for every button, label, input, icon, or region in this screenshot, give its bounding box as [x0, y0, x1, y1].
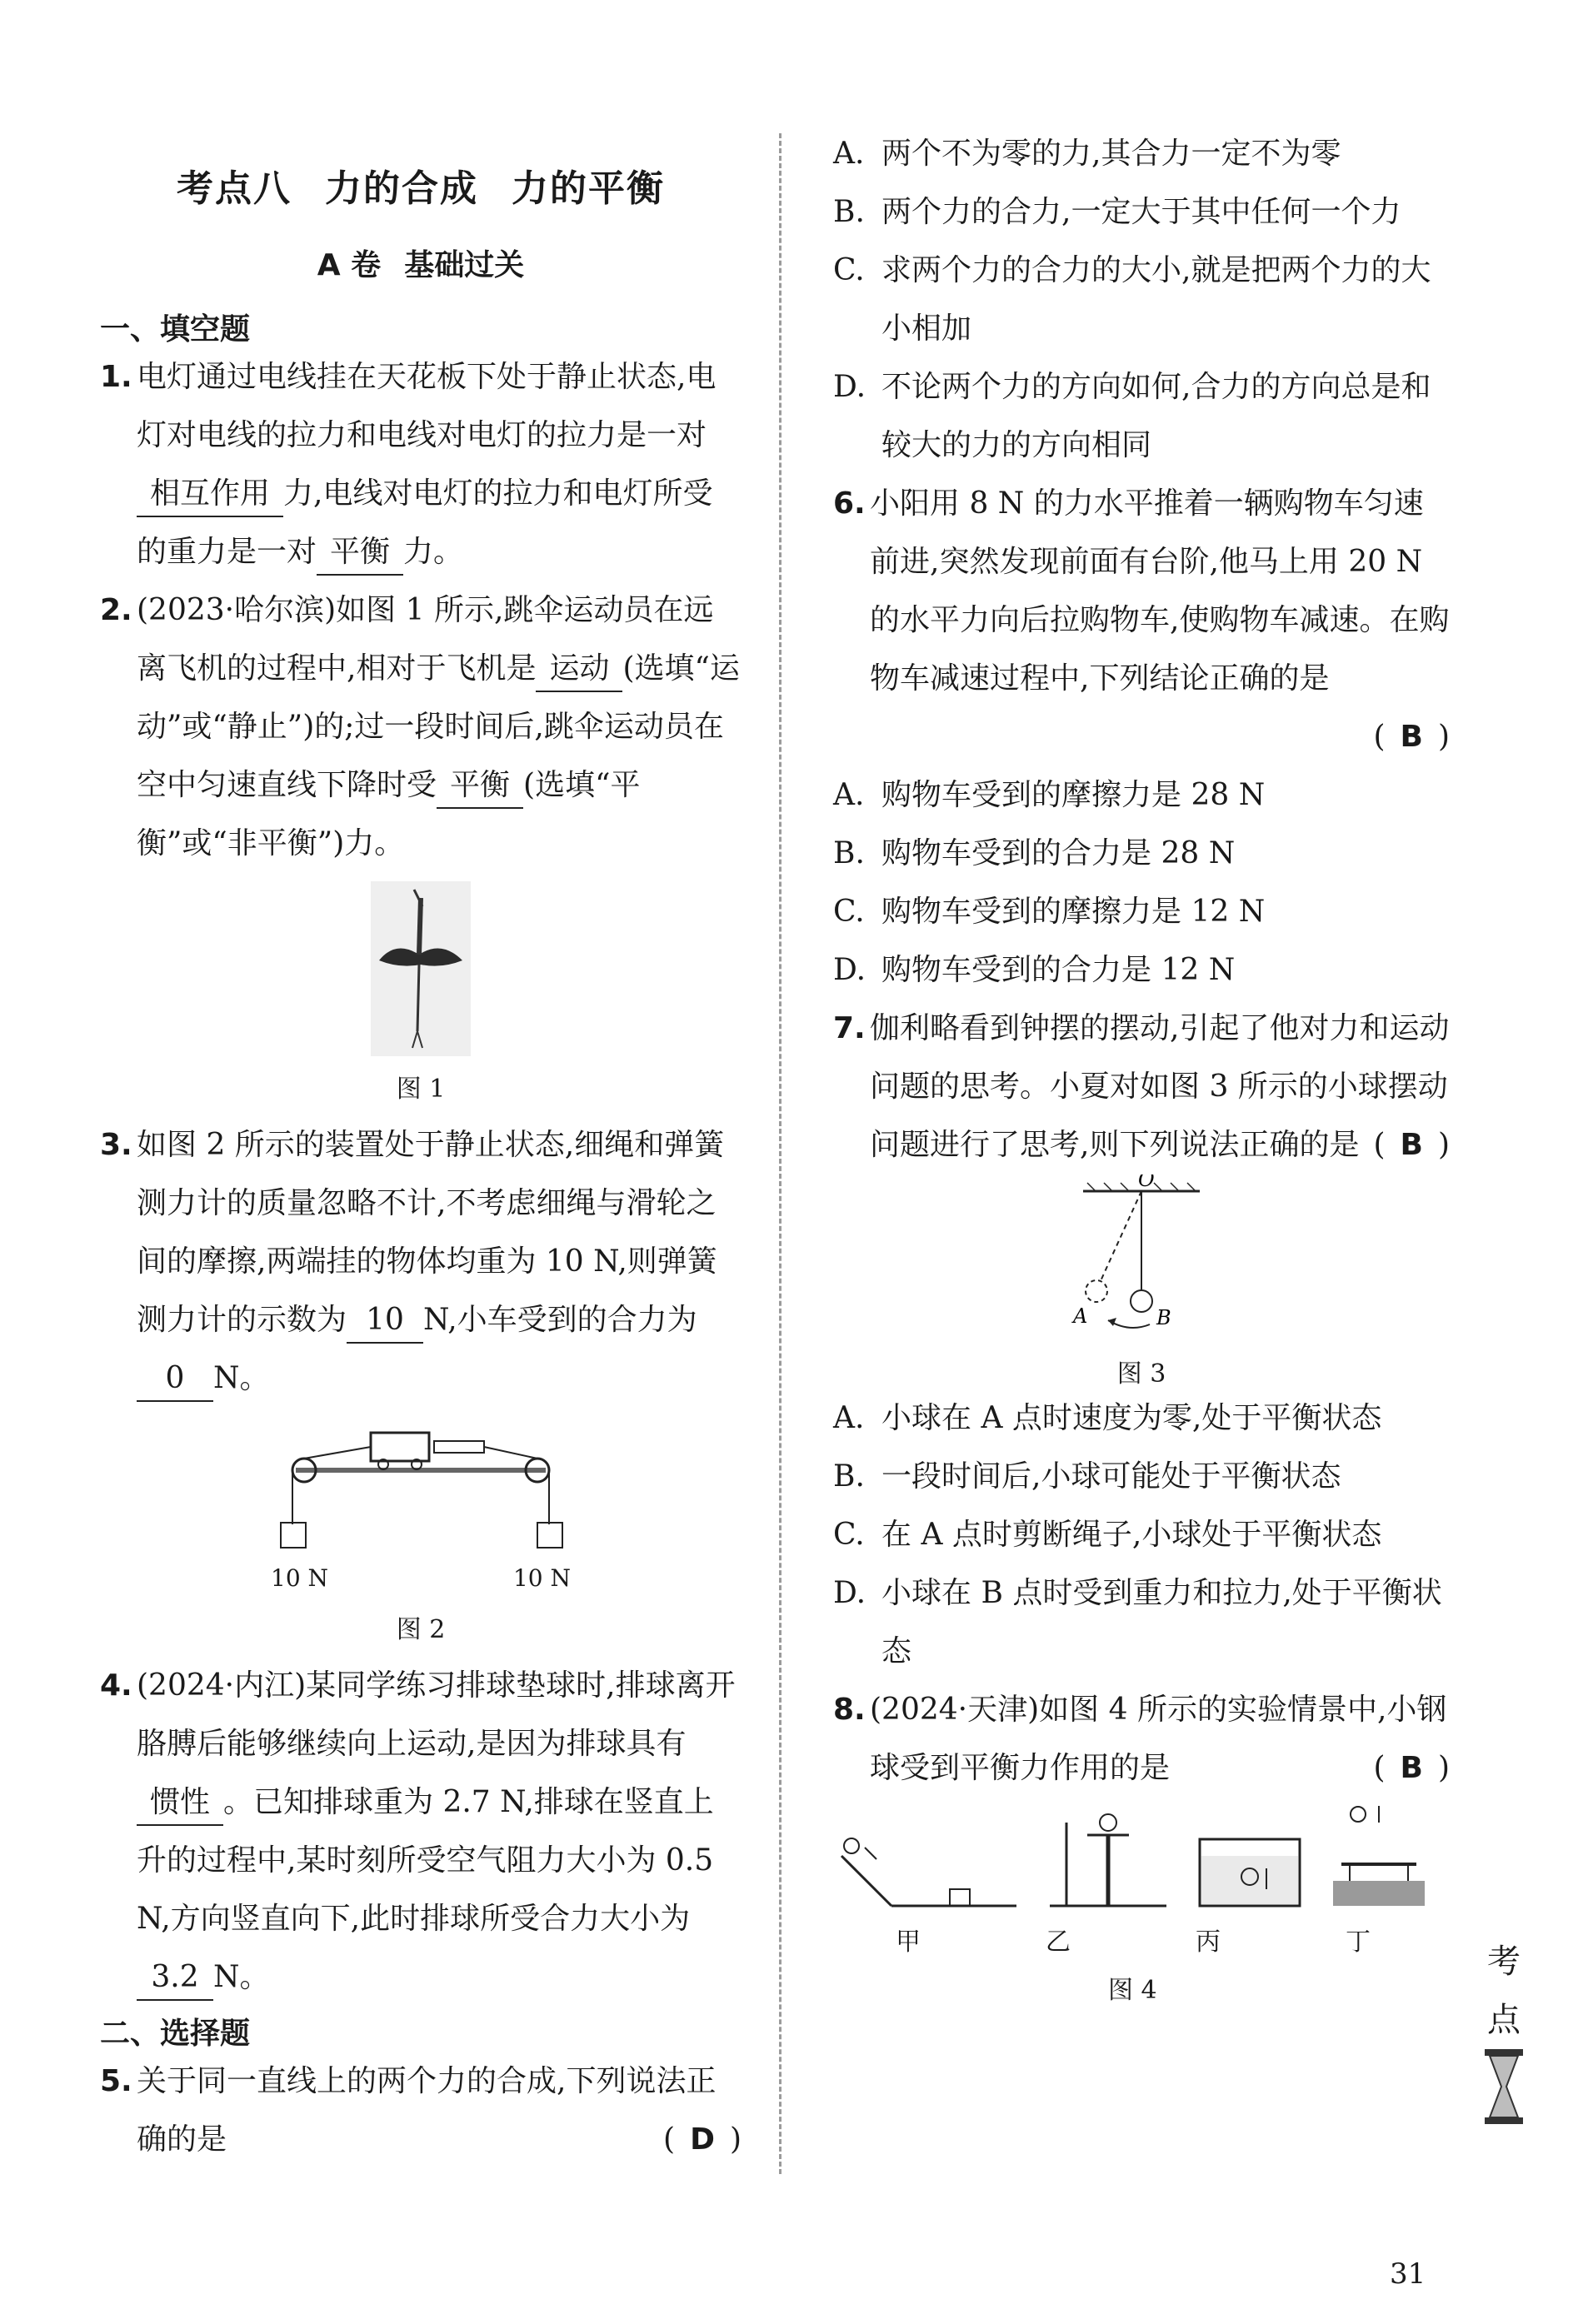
option-text: 小球在 A 点时速度为零,处于平衡状态 [881, 1401, 1382, 1435]
left-weight-label: 10 N [271, 1564, 329, 1592]
option-c [833, 1506, 1450, 1564]
answer-blank: 平衡 [317, 531, 403, 576]
section-choice: 二、选择题 [100, 2017, 251, 2051]
question-3 [100, 1116, 742, 1408]
option-c [833, 242, 1450, 358]
question-text: (选填“平衡”或“非平衡”)力。 [137, 768, 641, 860]
option-text: 在 A 点时剪断绳子,小球处于平衡状态 [881, 1518, 1382, 1552]
hourglass-icon [1483, 2049, 1525, 2124]
side-char-2: 点 [1487, 2001, 1521, 2039]
option-letter: A. [833, 1401, 865, 1435]
left-column [100, 125, 742, 2169]
question-text: N,小车受到的合力为 [423, 1303, 697, 1337]
question-text: 。已知排球重为 2.7 N,排球在竖直上升的过程中,某时刻所受空气阻力大小为 0.5 N,方向竖直向下,此时排球所受合力大小为 [137, 1785, 714, 1936]
option-c [833, 883, 1450, 941]
option-letter: C. [833, 253, 865, 287]
subtitle-b: 基础过关 [404, 248, 525, 282]
option-letter: D. [833, 1576, 866, 1610]
question-text: 电灯通过电线挂在天花板下处于静止状态,电灯对电线的拉力和电线对电灯的拉力是一对 [137, 360, 717, 452]
side-char-1: 考 [1487, 1942, 1521, 1981]
figure-caption: 图 4 [1108, 1976, 1157, 2005]
answer-paren: ( B ) [1373, 720, 1450, 754]
option-a [833, 1389, 1450, 1448]
option-d [833, 358, 1450, 475]
option-letter: C. [833, 1518, 865, 1552]
option-letter: A. [833, 137, 865, 171]
answer-paren: ( B ) [1373, 1116, 1450, 1174]
answer-blank: 10 [347, 1299, 423, 1344]
question-4 [100, 1657, 742, 2007]
answer-choice: B [1400, 1128, 1423, 1162]
question-5 [100, 2052, 742, 2169]
question-text: 力。 [403, 535, 464, 569]
page-subtitle [100, 242, 742, 284]
option-letter: A. [833, 778, 865, 812]
option-b [833, 1448, 1450, 1506]
option-text: 两个不为零的力,其合力一定不为零 [881, 137, 1341, 171]
question-number: 8. [833, 1693, 866, 1727]
question-number: 5. [100, 2064, 132, 2098]
option-d [833, 941, 1450, 1000]
option-letter: B. [833, 1459, 865, 1494]
right-weight-label: 10 N [512, 1564, 571, 1592]
page-title [100, 158, 742, 212]
question-text: 关于同一直线上的两个力的合成,下列说法正确的是 [137, 2064, 717, 2157]
figure-2 [100, 1424, 742, 1645]
answer-paren: ( B ) [1373, 1739, 1450, 1798]
pendulum-diagram [1058, 1174, 1225, 1341]
question-8 [833, 1681, 1450, 1798]
option-text: 购物车受到的合力是 12 N [881, 953, 1236, 987]
figure-4 [833, 1806, 1450, 2006]
label-a: A [1073, 1304, 1088, 1328]
option-a [833, 766, 1450, 825]
pulley-diagram [271, 1424, 571, 1558]
answer-choice: D [690, 2122, 715, 2157]
question-7 [833, 1000, 1450, 1174]
answer-blank: 相互作用 [137, 472, 283, 517]
answer-blank: 0 [137, 1357, 213, 1402]
option-a [833, 125, 1450, 183]
subtitle-a: A 卷 [317, 248, 382, 282]
option-text: 购物车受到的合力是 28 N [881, 836, 1236, 870]
right-column [833, 125, 1450, 2006]
question-text: (2024·天津)如图 4 所示的实验情景中,小钢球受到平衡力作用的是 [870, 1693, 1447, 1785]
scene-label-yi: 乙 [1046, 1928, 1071, 1957]
figure-caption: 图 3 [1116, 1359, 1166, 1389]
scene-label-ding: 丁 [1346, 1928, 1371, 1957]
column-divider [779, 133, 782, 2174]
figure-3 [833, 1174, 1450, 1389]
label-o: O [1138, 1174, 1155, 1191]
q5-options [833, 125, 1450, 475]
question-text: 力,电线对电灯的拉力和电灯所受的重力是一对 [137, 476, 713, 569]
title-part3: 力的平衡 [512, 167, 665, 210]
page-number: 31 [1390, 2257, 1426, 2291]
option-b [833, 825, 1450, 883]
question-number: 1. [100, 360, 132, 394]
question-text: (2024·内江)某同学练习排球垫球时,排球离开胳膊后能够继续向上运动,是因为排球具有 [137, 1668, 736, 1761]
option-b [833, 183, 1450, 242]
title-part2: 力的合成 [325, 167, 478, 210]
scene-label-jia: 甲 [896, 1928, 921, 1957]
question-text: N。 [213, 1960, 270, 1994]
question-2 [100, 581, 742, 873]
answer-choice: B [1400, 1751, 1423, 1785]
answer-blank: 平衡 [437, 764, 523, 809]
parachutist-image [371, 881, 471, 1056]
figure-caption: 图 2 [396, 1615, 446, 1644]
question-text: N。 [213, 1361, 270, 1395]
question-text: (2023·哈尔滨)如图 1 所示,跳伞运动员在远离飞机的过程中,相对于飞机是 [137, 593, 714, 686]
question-text: 小阳用 8 N 的力水平推着一辆购物车匀速前进,突然发现前面有台阶,他马上用 20 N 的水平力向后拉购物车,使购物车减速。在购物车减速过程中,下列结论正确的是 [870, 486, 1450, 696]
option-text: 两个力的合力,一定大于其中任何一个力 [881, 195, 1401, 229]
question-number: 2. [100, 593, 132, 627]
option-letter: C. [833, 895, 865, 929]
section-fill: 一、填空题 [100, 312, 251, 347]
option-text: 小球在 B 点时受到重力和拉力,处于平衡状态 [881, 1576, 1442, 1668]
option-d [833, 1564, 1450, 1681]
question-number: 7. [833, 1011, 866, 1045]
side-tab [1471, 1933, 1537, 2132]
option-text: 一段时间后,小球可能处于平衡状态 [881, 1459, 1341, 1494]
label-b: B [1156, 1306, 1171, 1329]
question-text: 如图 2 所示的装置处于静止状态,细绳和弹簧测力计的质量忽略不计,不考虑细绳与滑轮之间的摩擦,两端挂的物体均重为 10 N,则弹簧测力计的示数为 [137, 1128, 725, 1337]
figure-1 [100, 881, 742, 1105]
answer-choice: B [1400, 720, 1423, 754]
answer-paren: ( D ) [663, 2111, 742, 2169]
question-text: 伽利略看到钟摆的摆动,引起了他对力和运动问题的思考。小夏对如图 3 所示的小球摆动问题进行了思考,则下列说法正确的是 [870, 1011, 1450, 1162]
experiment-scenes [833, 1806, 1433, 1914]
question-text: (选填“运动”或“静止”)的;过一段时间后,跳伞运动员在空中匀速直线下降时受 [137, 651, 740, 802]
title-part1: 考点八 [177, 167, 292, 210]
question-number: 3. [100, 1128, 132, 1162]
scene-label-bing: 丙 [1196, 1928, 1221, 1957]
figure-caption: 图 1 [396, 1075, 446, 1104]
question-number: 6. [833, 486, 866, 521]
option-text: 购物车受到的摩擦力是 12 N [881, 895, 1266, 929]
option-letter: D. [833, 953, 866, 987]
question-number: 4. [100, 1668, 132, 1703]
option-letter: D. [833, 370, 866, 404]
option-text: 不论两个力的方向如何,合力的方向总是和较大的力的方向相同 [881, 370, 1431, 462]
question-1 [100, 348, 742, 581]
option-text: 求两个力的合力的大小,就是把两个力的大小相加 [881, 253, 1431, 346]
answer-blank: 惯性 [137, 1781, 223, 1826]
question-6 [833, 475, 1450, 708]
answer-blank: 3.2 [137, 1956, 213, 2001]
answer-blank: 运动 [536, 647, 622, 692]
option-letter: B. [833, 836, 865, 870]
option-letter: B. [833, 195, 865, 229]
option-text: 购物车受到的摩擦力是 28 N [881, 778, 1266, 812]
